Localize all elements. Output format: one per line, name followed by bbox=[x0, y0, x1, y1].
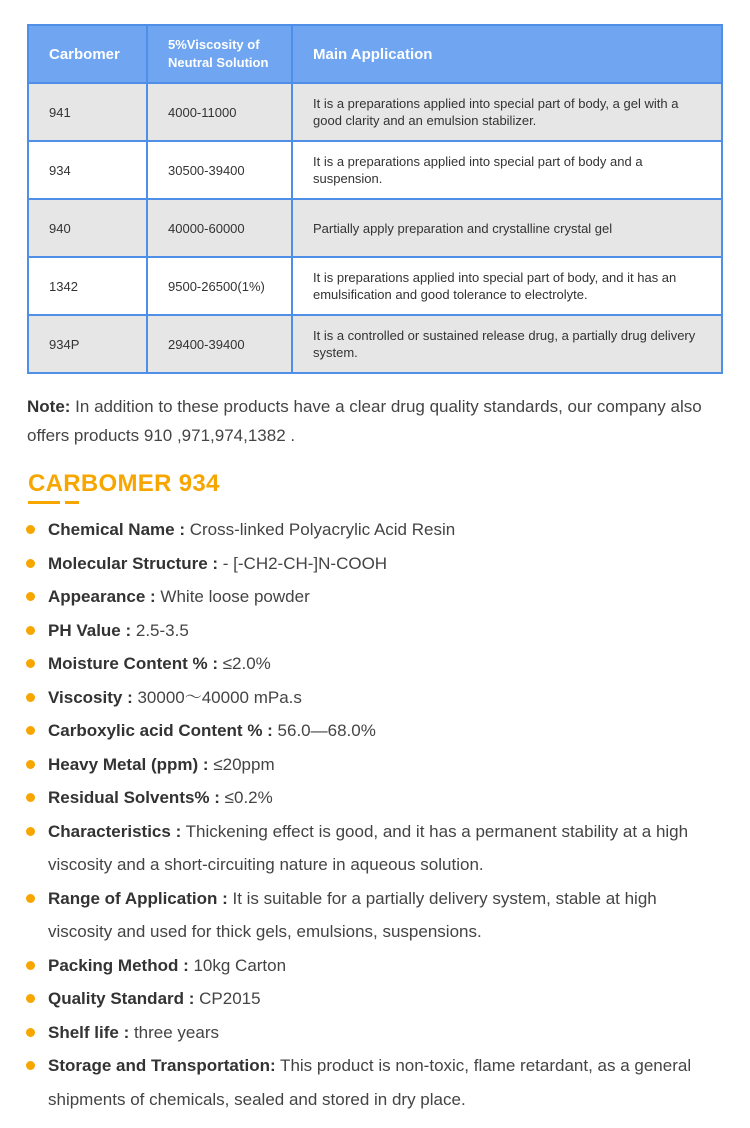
bullet-icon bbox=[26, 827, 35, 836]
spec-value: - [-CH2-CH-]N-COOH bbox=[218, 553, 388, 573]
spec-label: Storage and Transportation: bbox=[48, 1056, 276, 1075]
bullet-icon bbox=[26, 592, 35, 601]
bullet-icon bbox=[26, 693, 35, 702]
list-item bbox=[0, 781, 750, 815]
bullet-icon bbox=[26, 525, 35, 534]
cell-application: Partially apply preparation and crystalline crystal gel bbox=[292, 199, 722, 257]
list-item bbox=[0, 815, 750, 882]
header-carbomer: Carbomer bbox=[28, 25, 147, 83]
bullet-icon bbox=[26, 961, 35, 970]
cell-carbomer: 934P bbox=[28, 315, 147, 373]
spec-value: CP2015 bbox=[194, 989, 261, 1008]
cell-carbomer: 941 bbox=[28, 83, 147, 141]
spec-label: Chemical Name : bbox=[48, 520, 185, 539]
bullet-icon bbox=[26, 659, 35, 668]
bullet-icon bbox=[26, 626, 35, 635]
spec-label: Residual Solvents% : bbox=[48, 788, 220, 807]
list-item bbox=[0, 681, 750, 715]
section-title: CARBOMER 934 bbox=[28, 470, 220, 497]
spec-value: ≤2.0% bbox=[218, 654, 271, 673]
table-row bbox=[28, 199, 722, 257]
cell-carbomer: 934 bbox=[28, 141, 147, 199]
cell-application: It is a preparations applied into special part of body, a gel with a good clarity and an emulsion stabilizer. bbox=[292, 83, 722, 141]
list-item bbox=[0, 614, 750, 648]
cell-application: It is preparations applied into special part of body, and it has an emulsification and good tolerance to electrolyte. bbox=[292, 257, 722, 315]
spec-value: three years bbox=[129, 1022, 219, 1042]
carbomer-table-container bbox=[27, 24, 721, 382]
bullet-icon bbox=[26, 760, 35, 769]
title-underline-long bbox=[28, 501, 60, 504]
spec-list bbox=[0, 513, 750, 1116]
note-text: In addition to these products have a clear drug quality standards, our company also offers products 910 ,971,974,1382 . bbox=[27, 397, 702, 445]
spec-value: 2.5-3.5 bbox=[131, 620, 189, 640]
table-header-row bbox=[28, 25, 722, 83]
spec-label: PH Value : bbox=[48, 620, 132, 640]
spec-value: 30000〜40000 mPa.s bbox=[132, 687, 302, 707]
list-item bbox=[0, 647, 750, 681]
list-item bbox=[0, 1049, 750, 1116]
spec-value: White loose powder bbox=[155, 587, 310, 606]
table-row bbox=[28, 83, 722, 141]
spec-value: It is suitable for a partially delivery system, stable at high viscosity and used for thick gels, emulsions, suspensions. bbox=[48, 888, 657, 941]
bullet-icon bbox=[26, 559, 35, 568]
spec-value: This product is non-toxic, flame retardant, as a general shipments of chemicals, sealed and stored in dry place. bbox=[48, 1056, 692, 1109]
list-item bbox=[0, 547, 750, 581]
cell-application: It is a controlled or sustained release drug, a partially drug delivery system. bbox=[292, 315, 722, 373]
cell-viscosity: 4000-11000 bbox=[147, 83, 292, 141]
cell-viscosity: 29400-39400 bbox=[147, 315, 292, 373]
table-row bbox=[28, 315, 722, 373]
cell-carbomer: 1342 bbox=[28, 257, 147, 315]
cell-viscosity: 30500-39400 bbox=[147, 141, 292, 199]
bullet-icon bbox=[26, 994, 35, 1003]
carbomer-table bbox=[27, 24, 723, 374]
list-item bbox=[0, 982, 750, 1016]
list-item bbox=[0, 714, 750, 748]
spec-value: ≤0.2% bbox=[219, 788, 273, 807]
spec-label: Shelf life : bbox=[48, 1022, 130, 1042]
cell-carbomer: 940 bbox=[28, 199, 147, 257]
bullet-icon bbox=[26, 894, 35, 903]
spec-label: Characteristics : bbox=[48, 821, 182, 841]
list-item bbox=[0, 1016, 750, 1050]
spec-label: Moisture Content % : bbox=[48, 654, 218, 673]
bullet-icon bbox=[26, 1028, 35, 1037]
table-row bbox=[28, 257, 722, 315]
header-main-application: Main Application bbox=[292, 25, 722, 83]
bullet-icon bbox=[26, 1061, 35, 1070]
spec-label: Molecular Structure : bbox=[48, 553, 219, 573]
note-paragraph bbox=[27, 392, 727, 450]
spec-value: Thickening effect is good, and it has a permanent stability at a high viscosity and a short-circuiting nature in aqueous solution. bbox=[48, 821, 689, 874]
list-item bbox=[0, 882, 750, 949]
title-underline-short bbox=[65, 501, 79, 504]
spec-label: Range of Application : bbox=[48, 888, 228, 908]
spec-label: Viscosity : bbox=[48, 687, 133, 707]
list-item bbox=[0, 513, 750, 547]
spec-label: Appearance : bbox=[48, 587, 156, 606]
spec-label: Heavy Metal (ppm) : bbox=[48, 754, 209, 774]
spec-label: Carboxylic acid Content % : bbox=[48, 721, 273, 740]
spec-value: 56.0—68.0% bbox=[272, 721, 376, 740]
header-viscosity: 5%Viscosity of Neutral Solution bbox=[147, 25, 292, 83]
cell-application: It is a preparations applied into special part of body and a suspension. bbox=[292, 141, 722, 199]
table-row bbox=[28, 141, 722, 199]
cell-viscosity: 9500-26500(1%) bbox=[147, 257, 292, 315]
cell-viscosity: 40000-60000 bbox=[147, 199, 292, 257]
spec-label: Packing Method : bbox=[48, 955, 189, 975]
spec-value: ≤20ppm bbox=[208, 754, 275, 774]
bullet-icon bbox=[26, 726, 35, 735]
spec-label: Quality Standard : bbox=[48, 989, 195, 1008]
bullet-icon bbox=[26, 793, 35, 802]
list-item bbox=[0, 748, 750, 782]
spec-value: 10kg Carton bbox=[188, 955, 287, 975]
list-item bbox=[0, 949, 750, 983]
note-label: Note: bbox=[27, 397, 71, 416]
spec-value: Cross-linked Polyacrylic Acid Resin bbox=[185, 520, 456, 539]
list-item bbox=[0, 580, 750, 614]
